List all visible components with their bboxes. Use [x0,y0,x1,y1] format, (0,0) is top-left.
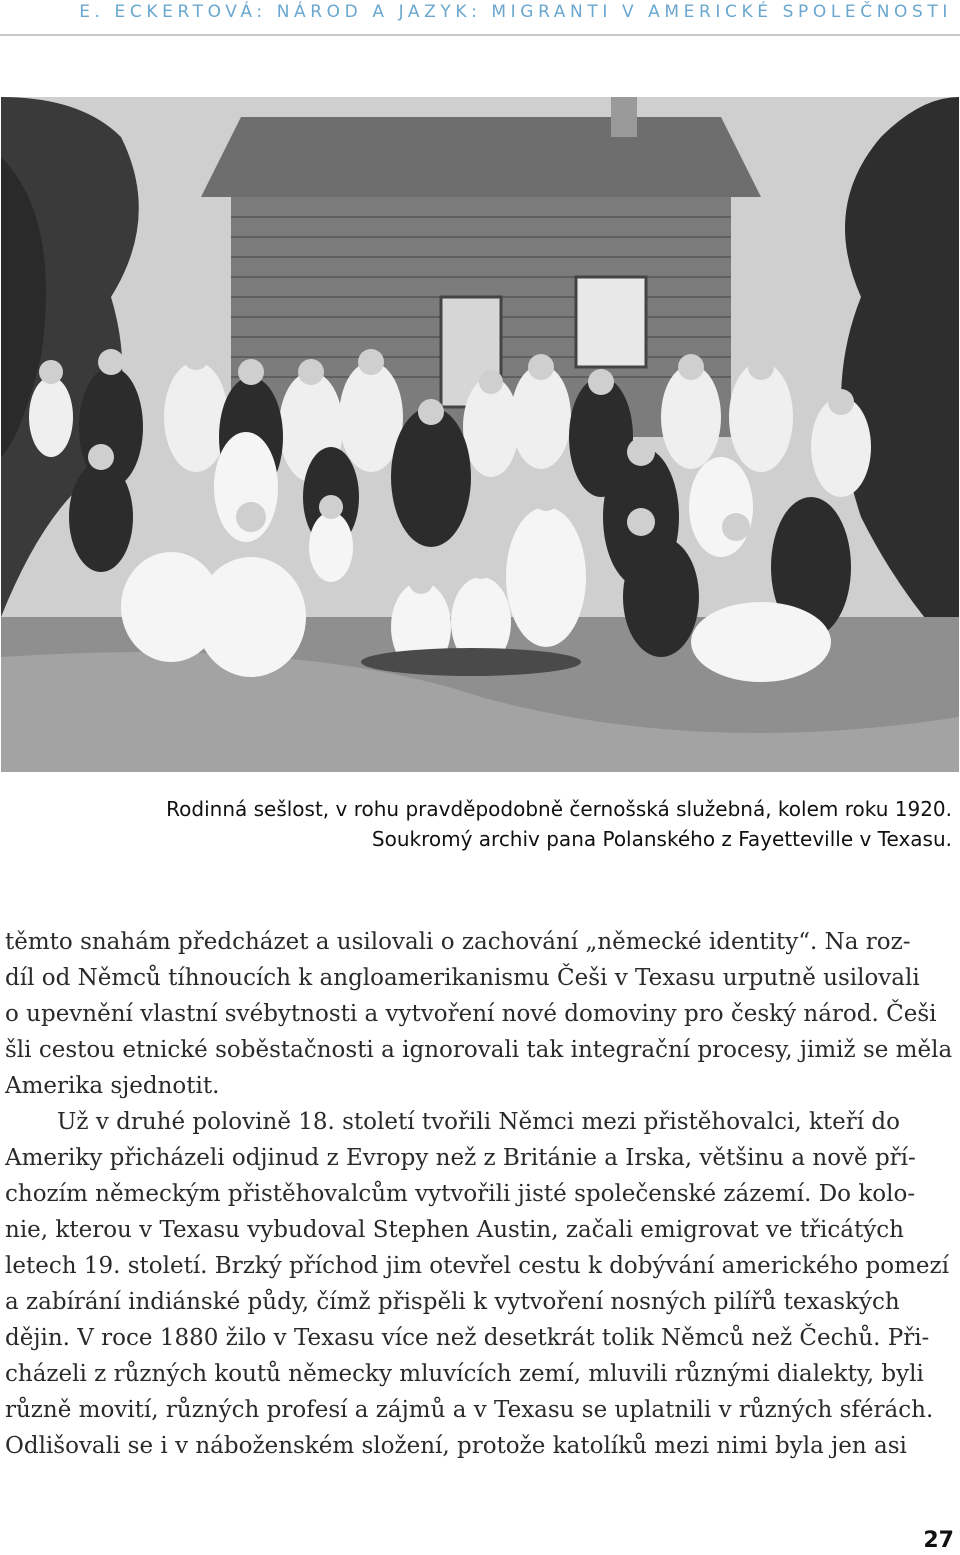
text-line: Ameriky přicházeli odjinud z Evropy než z Británie a Irska, většinu a nově pří- [5,1145,916,1171]
text-line: chozím německým přistěhovalcům vytvořili jisté společenské zázemí. Do kolo- [5,1181,916,1207]
text-line: nie, kterou v Texasu vybudoval Stephen Austin, začali emigrovat ve třicátých [5,1217,904,1243]
text-line: Už v druhé polovině 18. století tvořili Němci mezi přistěhovalci, kteří do [57,1109,900,1135]
photo-caption [52,794,952,854]
text-line: a zabírání indiánské půdy, čímž přispěli k vytvoření nosných pilířů texaských [5,1289,900,1315]
text-line: díl od Němců tíhnoucích k angloamerikanismu Češi v Texasu urputně usilovali [5,965,920,991]
running-title: E. ECKERTOVÁ: NÁROD A JAZYK: MIGRANTI V AMERICKÉ SPOLEČNOSTI [79,2,952,22]
running-header [0,0,960,36]
text-line: různě movití, různých profesí a zájmů a v Texasu se uplatnili v různých sférách. [5,1397,934,1423]
family-gathering-photo [1,97,959,772]
text-line: šli cestou etnické soběstačnosti a ignorovali tak integrační procesy, jimiž se měla [5,1037,953,1063]
text-line: Odlišovali se i v náboženském složení, protože katolíků mezi nimi byla jen asi [5,1433,907,1459]
text-line: cházeli z různých koutů německy mluvících zemí, mluvili různými dialekty, byli [5,1361,924,1387]
text-line: dějin. V roce 1880 žilo v Texasu více než desetkrát tolik Němců než Čechů. Při- [5,1325,930,1351]
page-number: 27 [923,1528,954,1553]
text-line: letech 19. století. Brzký příchod jim otevřel cestu k dobývání amerického pomezí [5,1253,950,1279]
caption-line: Soukromý archiv pana Polanského z Fayetteville v Texasu. [371,827,952,851]
text-line: Amerika sjednotit. [5,1073,220,1099]
caption-line: Rodinná sešlost, v rohu pravděpodobně černošská služebná, kolem roku 1920. [166,797,952,821]
photo-illustration [1,97,959,772]
body-text [5,924,957,1464]
text-line: těmto snahám předcházet a usilovali o zachování „německé identity“. Na roz- [5,929,911,955]
text-line: o upevnění vlastní svébytnosti a vytvoření nové domoviny pro český národ. Češi [5,1001,937,1027]
